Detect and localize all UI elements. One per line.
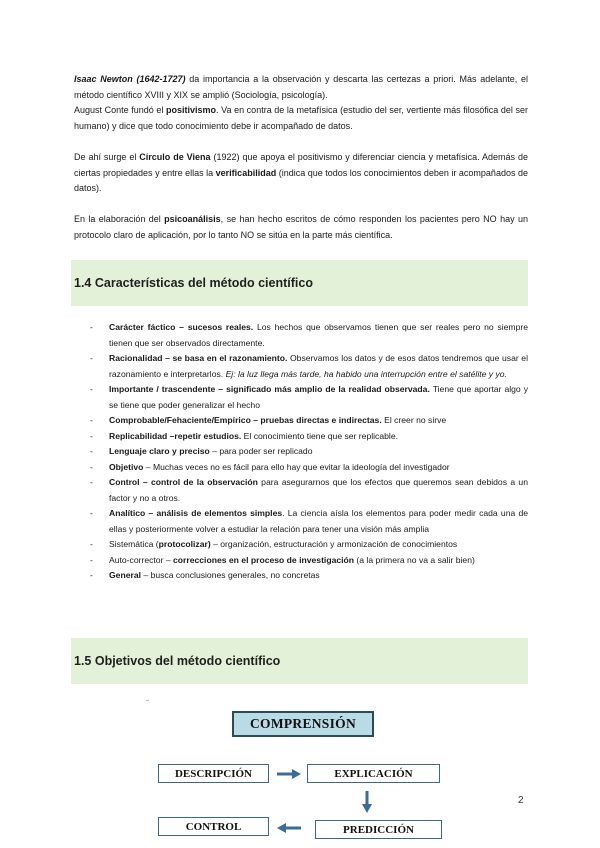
item-bold: Analítico – análisis de elementos simples [109, 508, 283, 518]
viena-text-3: (indica que todos los conocimientos deben ir acompañados de datos). [74, 167, 528, 193]
viena-bold-2: verificabilidad [215, 167, 277, 178]
item-text: para asegurarnos que los efectos que queremos sean debidos a un factor y no a otros. [109, 477, 528, 503]
box-control: CONTROL [158, 817, 269, 836]
item-text: – organización, estructuración y armonización de conocimientos [210, 539, 458, 549]
item-text: – busca conclusiones generales, no concretas [141, 570, 320, 580]
list-dash: - [90, 446, 93, 456]
list-item [90, 553, 528, 569]
item-bold: Racionalidad – se basa en el razonamiento. [109, 353, 288, 363]
list-item [90, 475, 528, 506]
list-dash: - [90, 430, 93, 441]
box-prediccion: PREDICCIÓN [315, 820, 442, 839]
list-dash: - [90, 322, 93, 332]
item-text: Observamos los datos y de esos datos tendremos que usar el razonamiento e interpretarlos. [109, 353, 528, 379]
viena-text-1: De ahí surge el [74, 152, 140, 162]
item-bold: correcciones en el proceso de investigación [173, 554, 355, 565]
list-dash: - [90, 554, 93, 565]
list-item [90, 320, 528, 351]
list-dash: - [90, 353, 93, 363]
item-text: El conocimiento tiene que ser replicable. [241, 430, 398, 441]
item-text: Sistemática ( [109, 539, 159, 549]
list-dash: - [90, 539, 93, 549]
list-dash: - [90, 477, 93, 487]
list-item [90, 568, 528, 584]
item-text: Tiene que aportar algo y se tiene que poder generalizar el hecho [109, 384, 528, 410]
list-dash: - [90, 415, 93, 425]
item-bold: Lenguaje claro y preciso [109, 446, 210, 456]
arrow-left-icon [276, 822, 302, 834]
box-comprension: COMPRENSIÓN [232, 711, 374, 737]
item-bold: Objetivo [109, 461, 144, 472]
viena-bold-1: Círculo de Viena [139, 152, 211, 162]
section-heading-1-4: 1.4 Características del método científico [71, 260, 528, 306]
box-descripcion: DESCRIPCIÓN [158, 764, 269, 783]
list-dash: - [90, 508, 93, 518]
paragraph-psicoanalisis [74, 212, 528, 243]
item-text: El creer no sirve [381, 415, 447, 425]
arrow-right-icon [276, 768, 302, 780]
item-bold: General [109, 570, 142, 580]
list-item [90, 444, 528, 460]
section-heading-1-5: 1.5 Objetivos del método científico [71, 638, 528, 684]
arrow-down-icon [362, 790, 372, 814]
list-item [90, 460, 528, 476]
paragraph-circulo-viena [74, 150, 528, 197]
viena-text-2: (1922) que apoya el positivismo y diferenciar ciencia y metafísica. Además de ciertas propiedades y entre ellas la [74, 152, 528, 178]
list-item [90, 537, 528, 553]
conte-text-2: . Va en contra de la metafísica (estudio del ser, vertiente más filosófica del ser humano) y dice que todo conocimiento debe ir acompañado de datos. [74, 105, 528, 131]
list-item [90, 429, 528, 445]
box-explicacion: EXPLICACIÓN [307, 764, 440, 783]
list-dash: - [90, 461, 93, 472]
item-text: Auto-corrector – [109, 554, 173, 565]
conte-text-1: August Conte fundó el [74, 105, 166, 115]
item-bold: Comprobable/Fehaciente/Empírico – pruebas directas e indirectas. [109, 415, 382, 425]
item-text: . La ciencia aísla los elementos para poder medir cada una de ellas y posteriormente volver a estudiar la relación para tener una visión más amplia [109, 508, 529, 534]
item-bold: Carácter fáctico – sucesos reales. [109, 322, 254, 332]
paragraph-newton-conte [74, 72, 528, 134]
item-text: – para poder ser replicado [209, 446, 313, 456]
item-bold: Control – control de la observación [109, 477, 258, 487]
item-text: (a la primera no va a salir bien) [354, 554, 475, 565]
psico-text-1: En la elaboración del [74, 214, 165, 224]
list-item [90, 413, 528, 429]
newton-text: da importancia a la observación y descarta las certezas a priori. Más adelante, el método científico XVIII y XIX se amplió (Sociología, psicología). [74, 74, 528, 100]
item-bold: Importante / trascendente – significado más amplio de la realidad observada. [109, 384, 430, 394]
item-bold: Replicabilidad –repetir estudios. [109, 430, 242, 441]
conte-positivismo: positivismo [166, 105, 217, 115]
list-dash: - [90, 570, 93, 580]
item-text: Los hechos que observamos tienen que ser reales pero no siempre tienen que ser observados directamente. [109, 322, 528, 348]
characteristics-list [90, 320, 528, 584]
page-number: 2 [518, 795, 524, 806]
psico-text-2: , se han hecho escritos de cómo responden los pacientes pero NO hay un protocolo claro de aplicación, por lo tanto NO se sitúa en la parte más científica. [74, 214, 528, 240]
list-item [90, 506, 528, 537]
list-item [90, 382, 528, 413]
list-item [90, 351, 528, 382]
item-text: – Muchas veces no es fácil para ello hay que evitar la ideología del investigador [143, 461, 450, 472]
newton-name: Isaac Newton (1642-1727) [74, 74, 186, 84]
item-italic: Ej: la luz llega más tarde, ha habido una interrupción entre el satélite y yo. [225, 368, 507, 379]
stray-mark [146, 700, 149, 701]
psico-bold: psicoanálisis [164, 214, 221, 224]
list-dash: - [90, 384, 93, 394]
item-bold: protocolizar) [158, 539, 211, 549]
